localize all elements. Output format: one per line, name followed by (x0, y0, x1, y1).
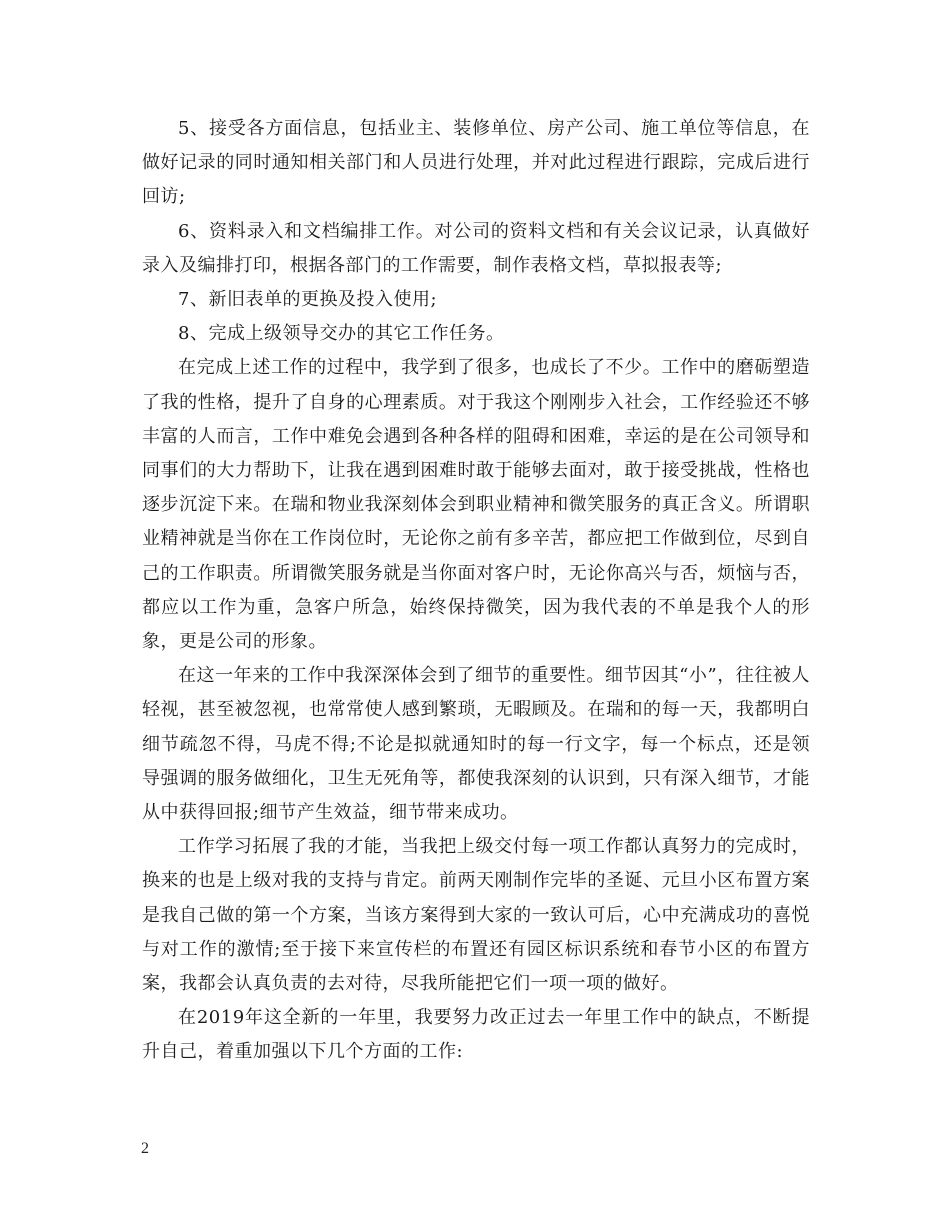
paragraph-new-year: 在2019年这全新的一年里，我要努力改正过去一年里工作中的缺点，不断提升自己，着重加强以下几个方面的工作: (142, 1007, 810, 1063)
paragraph-growth: 在完成上述工作的过程中，我学到了很多，也成长了不少。工作中的磨砺塑造了我的性格，提升了自身的心理素质。对于我这个刚刚步入社会，工作经验还不够丰富的人而言，工作中难免会遇到各种各样的阻碍和困难，幸运的是在公司领导和同事们的大力帮助下，让我在遇到困难时敢于能够去面对，敢于接受挑战，性格也逐步沉淀下来。在瑞和物业我深刻体会到职业精神和微笑服务的真正含义。所谓职业精神就是当你在工作岗位时，无论你之前有多辛苦，都应把工作做到位，尽到自己的工作职责。所谓微笑服务就是当你面对客户时，无论你高兴与否，烦恼与否，都应以工作为重，急客户所急，始终保持微笑，因为我代表的不单是我个人的形象，更是公司的形象。 (142, 357, 810, 653)
paragraph-abilities: 工作学习拓展了我的才能，当我把上级交付每一项工作都认真努力的完成时，换来的也是上级对我的支持与肯定。前两天刚制作完毕的圣诞、元旦小区布置方案是我自己做的第一个方案，当该方案得到大家的一致认可后，心中充满成功的喜悦与对工作的激情;至于接下来宣传栏的布置还有园区标识系统和春节小区的布置方案，我都会认真负责的去对待，尽我所能把它们一项一项的做好。 (142, 836, 810, 995)
paragraph-item-5: 5、接受各方面信息，包括业主、装修单位、房产公司、施工单位等信息，在做好记录的同时通知相关部门和人员进行处理，并对此过程进行跟踪，完成后进行回访; (142, 118, 810, 208)
paragraph-details: 在这一年来的工作中我深深体会到了细节的重要性。细节因其“小”，往往被人轻视，甚至被忽视，也常常使人感到繁琐，无暇顾及。在瑞和的每一天，我都明白细节疏忽不得，马虎不得;不论是拟就通知时的每一行文字，每一个标点，还是领导强调的服务做细化，卫生无死角等，都使我深刻的认识到，只有深入细节，才能从中获得回报;细节产生效益，细节带来成功。 (142, 665, 810, 824)
paragraph-item-8: 8、完成上级领导交办的其它工作任务。 (178, 323, 505, 345)
page-number: 2 (141, 1140, 149, 1157)
paragraph-item-7: 7、新旧表单的更换及投入使用; (178, 289, 438, 311)
paragraph-item-6: 6、资料录入和文档编排工作。对公司的资料文档和有关会议记录，认真做好录入及编排打印，根据各部门的工作需要，制作表格文档，草拟报表等; (142, 220, 810, 276)
document-body (142, 112, 810, 1070)
